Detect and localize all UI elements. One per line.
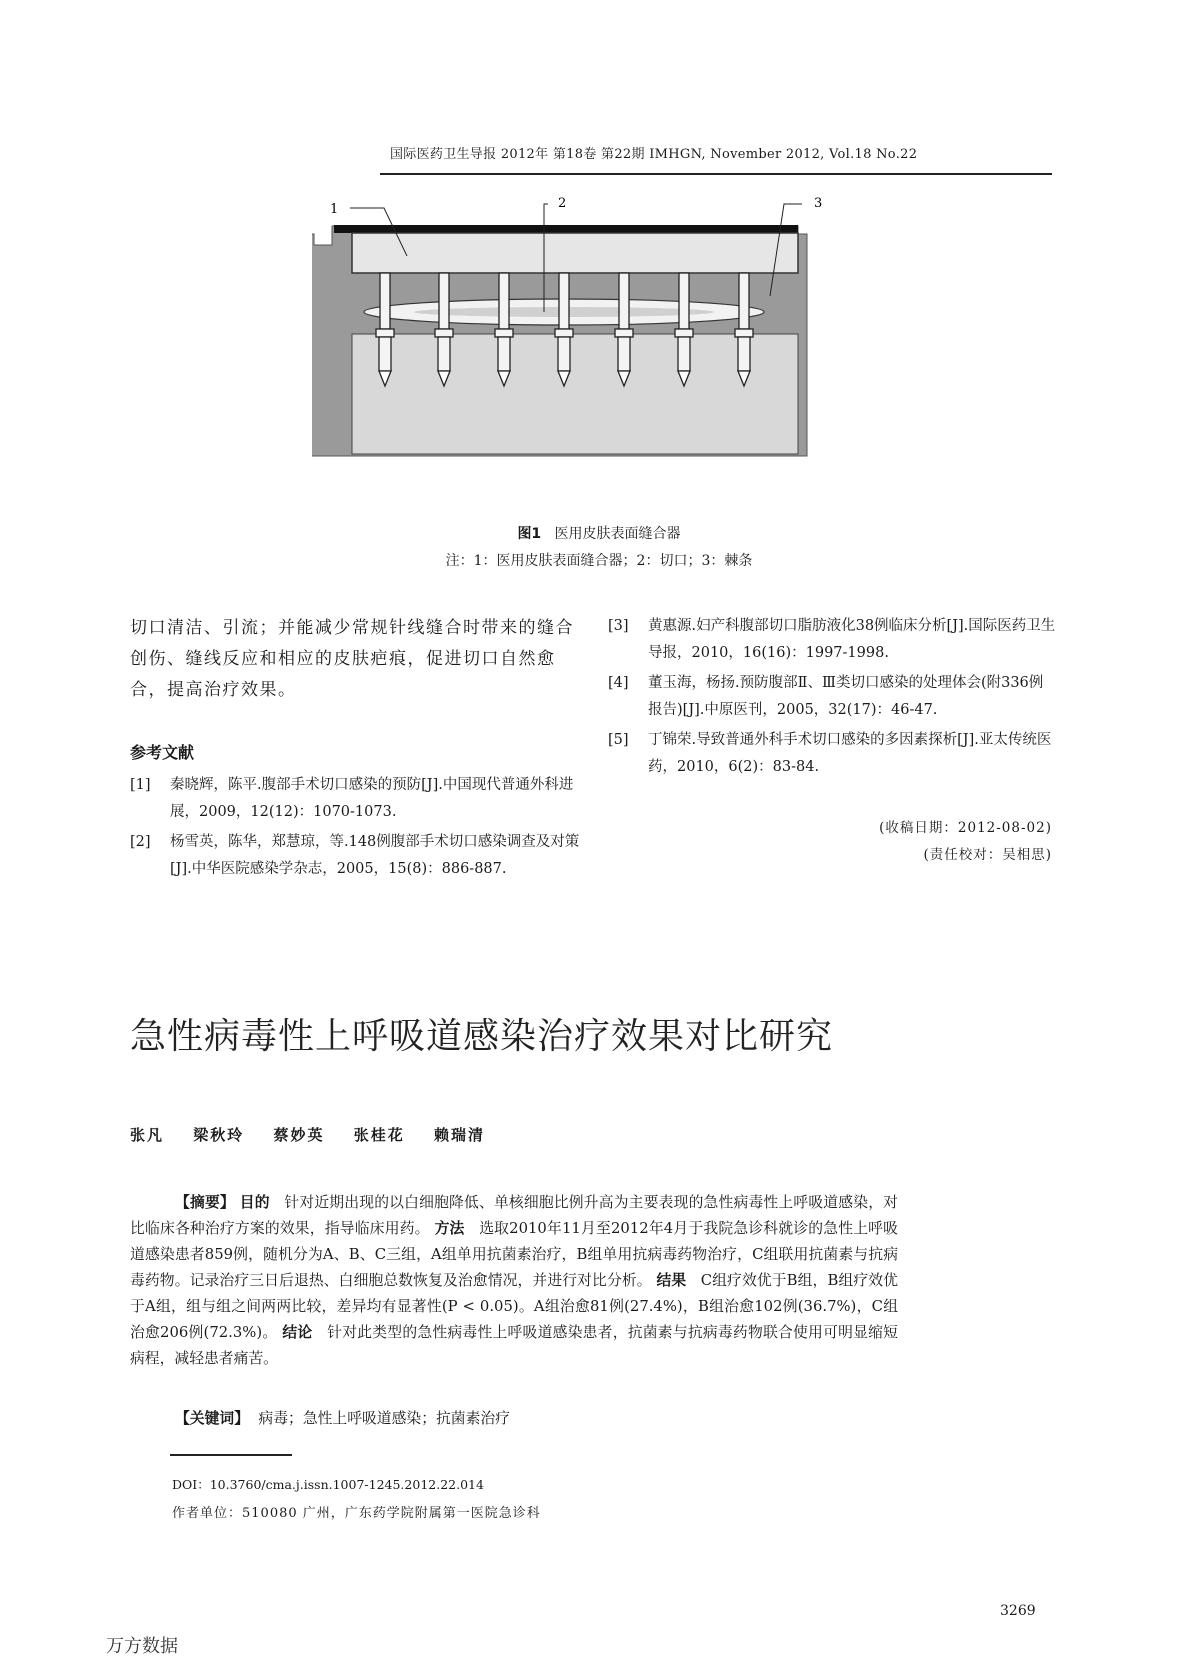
method-text: 选取2010年11月至2012年4月于我院急诊科就诊的急性上呼吸道感染患者859例，随机分为A、B、C三组，A组单用抗菌素治疗，B组单用抗病毒药物治疗，C组联用抗菌素与抗病毒药物。记录治疗三日后退热、白细胞总数恢复及治愈情况，并进行对比分析。 — [130, 1220, 898, 1289]
reference-number: [1] — [130, 777, 151, 793]
result-text: C组疗效优于B组，B组疗效优于A组，组与组之间两两比较，差异均有显著性(P < 0.05)。A组治愈81例(27.4%)，B组治愈102例(36.7%)，C组治愈206例(72.3%)。 — [130, 1272, 898, 1341]
reference-text: 黄惠源.妇产科腹部切口脂肪液化38例临床分析[J].国际医药卫生导报，2010，16(16)：1997-1998. — [648, 618, 1056, 661]
reference-item — [130, 772, 582, 826]
reference-text: 丁锦荣.导致普通外科手术切口感染的多因素探析[J].亚太传统医药，2010，6(2)：83-84. — [648, 732, 1052, 775]
references-left-column — [130, 772, 582, 886]
article-title: 急性病毒性上呼吸道感染治疗效果对比研究 — [130, 1016, 834, 1057]
reference-item — [130, 829, 582, 883]
author-list — [130, 1124, 507, 1145]
figure-caption-label: 图1 — [517, 526, 542, 542]
keywords — [175, 1406, 510, 1432]
conclusion-text: 针对此类型的急性病毒性上呼吸道感染患者，抗菌素与抗病毒药物联合使用可明显缩短病程，减轻患者痛苦。 — [130, 1324, 898, 1367]
method-label: 方法 — [434, 1220, 465, 1237]
footnote-rule — [170, 1454, 292, 1456]
suture-device-figure — [312, 196, 892, 486]
figure-caption-text: 医用皮肤表面缝合器 — [554, 526, 681, 542]
author: 梁秋玲 — [193, 1126, 245, 1144]
figure-caption — [0, 523, 1198, 543]
author-affiliation: 作者单位：510080 广州，广东药学院附属第一医院急诊科 — [172, 1506, 541, 1521]
received-info — [840, 815, 1052, 869]
reference-number: [2] — [130, 834, 151, 850]
watermark: 万方数据 — [106, 1636, 178, 1657]
abstract-label: 【摘要】 — [175, 1194, 235, 1211]
author: 张桂花 — [353, 1126, 405, 1144]
doi: DOI：10.3760/cma.j.issn.1007-1245.2012.22.014 — [172, 1477, 484, 1492]
author: 张凡 — [130, 1126, 165, 1144]
header-rule — [380, 173, 1052, 175]
page-number: 3269 — [1000, 1603, 1036, 1619]
author: 蔡妙英 — [273, 1126, 325, 1144]
abstract — [130, 1190, 898, 1372]
reference-item — [608, 670, 1056, 724]
reference-number: [4] — [608, 675, 629, 691]
proofreader: (责任校对：吴相思) — [923, 847, 1052, 863]
aim-label: 目的 — [239, 1194, 270, 1211]
reference-number: [5] — [608, 732, 629, 748]
reference-number: [3] — [608, 618, 629, 634]
received-date: (收稿日期：2012-08-02) — [879, 820, 1052, 836]
aim-text: 针对近期出现的以白细胞降低、单核细胞比例升高为主要表现的急性病毒性上呼吸道感染，对比临床各种治疗方案的效果，指导临床用药。 — [130, 1194, 898, 1237]
reference-text: 杨雪英，陈华，郑慧琼，等.148例腹部手术切口感染调查及对策[J].中华医院感染学杂志，2005，15(8)：886-887. — [170, 834, 580, 877]
keywords-label: 【关键词】 — [175, 1410, 249, 1427]
references-right-column — [608, 613, 1056, 784]
reference-text: 董玉海，杨扬.预防腹部Ⅱ、Ⅲ类切口感染的处理体会(附336例报告)[J].中原医刊，2005，32(17)：46-47. — [648, 675, 1044, 718]
reference-item — [608, 613, 1056, 667]
figure-label-1: 1 — [330, 202, 339, 217]
reference-item — [608, 727, 1056, 781]
keywords-text: 病毒；急性上呼吸道感染；抗菌素治疗 — [258, 1410, 510, 1427]
running-header: 国际医药卫生导报 2012年 第18卷 第22期 IMHGN, November 2012, Vol.18 No.22 — [390, 147, 918, 162]
figure-label-3: 3 — [814, 196, 823, 211]
previous-article-body: 切口清洁、引流；并能减少常规针线缝合时带来的缝合创伤、缝线反应和相应的皮肤疤痕，促进切口自然愈合，提高治疗效果。 — [130, 618, 574, 700]
conclusion-label: 结论 — [282, 1324, 313, 1341]
reference-text: 秦晓辉，陈平.腹部手术切口感染的预防[J].中国现代普通外科进展，2009，12(12)：1070-1073. — [170, 777, 574, 820]
result-label: 结果 — [656, 1272, 687, 1289]
author: 赖瑞清 — [434, 1126, 486, 1144]
suture-device-diagram — [312, 196, 892, 486]
figure-note: 注：1：医用皮肤表面缝合器；2：切口；3：棘条 — [445, 553, 753, 569]
figure-label-2: 2 — [558, 196, 567, 211]
references-heading: 参考文献 — [130, 743, 195, 762]
